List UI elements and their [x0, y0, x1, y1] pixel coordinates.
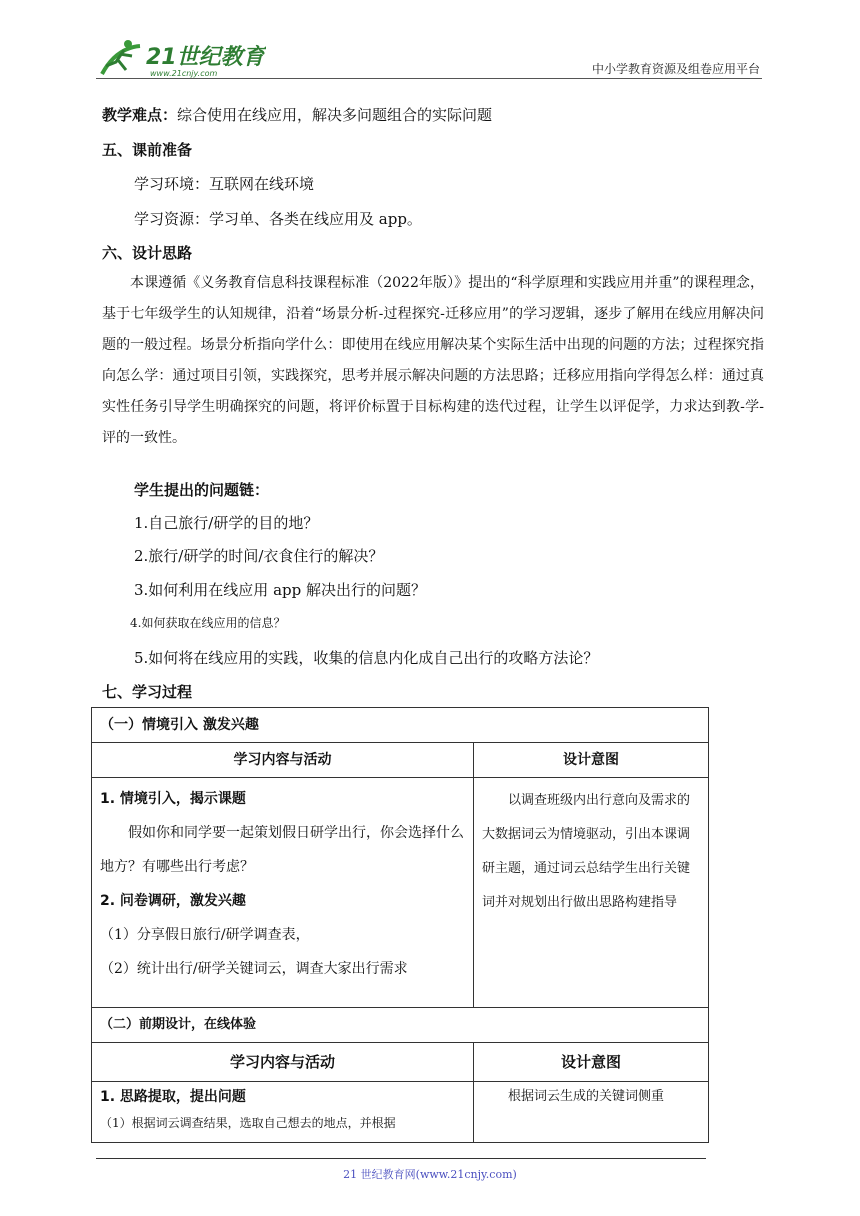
- part1-item1-text: 假如你和同学要一起策划假日研学出行，你会选择什么地方？有哪些出行考虑？: [100, 825, 464, 875]
- section5-title: 五、课前准备: [102, 141, 193, 159]
- part1-intent-cell: 以调查班级内出行意向及需求的大数据词云为情境驱动，引出本课调研主题，通过词云总结学生出行关键词并对规划出行做出思路构建指导: [474, 778, 709, 1008]
- part2-activities-cell: [92, 1082, 474, 1143]
- part1-item2-b: （2）统计出行/研学关键词云，调查大家出行需求: [100, 961, 408, 977]
- question-item: 5.如何将在线应用的实践，收集的信息内化成自己出行的攻略方法论？: [134, 649, 599, 667]
- part1-item2-title: 2. 问卷调研，激发兴趣: [100, 893, 246, 909]
- part2-intent-cell: 根据词云生成的关键词侧重: [474, 1082, 709, 1143]
- platform-name: 中小学教育资源及组卷应用平台: [591, 62, 760, 76]
- question-item: 3.如何利用在线应用 app 解决出行的问题？: [134, 581, 426, 599]
- question-chain-title: 学生提出的问题链：: [134, 481, 270, 499]
- question-item: 4.如何获取在线应用的信息？: [130, 616, 286, 630]
- logo-url: www.21cnjy.com: [150, 69, 218, 78]
- col-header-intent: 设计意图: [474, 1043, 709, 1082]
- learning-env: 学习环境：互联网在线环境: [134, 175, 315, 193]
- footer-divider: [96, 1158, 706, 1159]
- section7-title: 七、学习过程: [102, 683, 193, 701]
- question-item: 2.旅行/研学的时间/衣食住行的解决？: [134, 547, 384, 565]
- header-divider: [96, 78, 762, 79]
- part1-item1-title: 1. 情境引入，揭示课题: [100, 791, 246, 807]
- learning-resources: 学习资源：学习单、各类在线应用及 app。: [134, 210, 422, 228]
- part2-heading: （二）前期设计，在线体验: [92, 1008, 709, 1043]
- learning-process-table: [91, 707, 709, 1143]
- logo-text: 21世纪教育: [146, 45, 265, 70]
- difficulty-row: [102, 104, 492, 125]
- design-paragraph: 本课遵循《义务教育信息科技课程标准（2022年版）》提出的“科学原理和实践应用并重”的课程理念，基于七年级学生的认知规律，沿着“场景分析-过程探究-迁移应用”的学习逻辑，逐步了解用在线应用解决问题的一般过程。场景分析指向学什么：即使用在线应用解决某个实际生活中出现的问题的方法；过程探究指向怎么学：通过项目引领，实践探究，思考并展示解决问题的方法思路；迁移应用指向学得怎么样：通过真实性任务引导学生明确探究的问题，将评价标置于目标构建的迭代过程，让学生以评促学，力求达到教-学-评的一致性。: [102, 275, 764, 446]
- section6-title: 六、设计思路: [102, 244, 193, 262]
- part2-item1-a: （1）根据词云调查结果，选取自己想去的地点，并根据: [100, 1116, 396, 1130]
- part1-item2-a: （1）分享假日旅行/研学调查表，: [100, 927, 310, 943]
- difficulty-text: 综合使用在线应用，解决多问题组合的实际问题: [177, 106, 493, 124]
- part1-heading: （一）情境引入 激发兴趣: [92, 708, 709, 743]
- footer-text[interactable]: 21 世纪教育网(www.21cnjy.com): [343, 1168, 517, 1181]
- col-header-intent: 设计意图: [474, 743, 709, 778]
- runner-logo-icon: [96, 36, 266, 82]
- site-logo: [96, 36, 266, 82]
- col-header-activities: 学习内容与活动: [92, 743, 474, 778]
- difficulty-label: 教学难点：: [102, 106, 178, 124]
- question-item: 1.自己旅行/研学的目的地？: [134, 514, 319, 532]
- part2-item1-title: 1. 思路提取，提出问题: [100, 1089, 246, 1105]
- col-header-activities: 学习内容与活动: [92, 1043, 474, 1082]
- part1-activities-cell: [92, 778, 474, 1008]
